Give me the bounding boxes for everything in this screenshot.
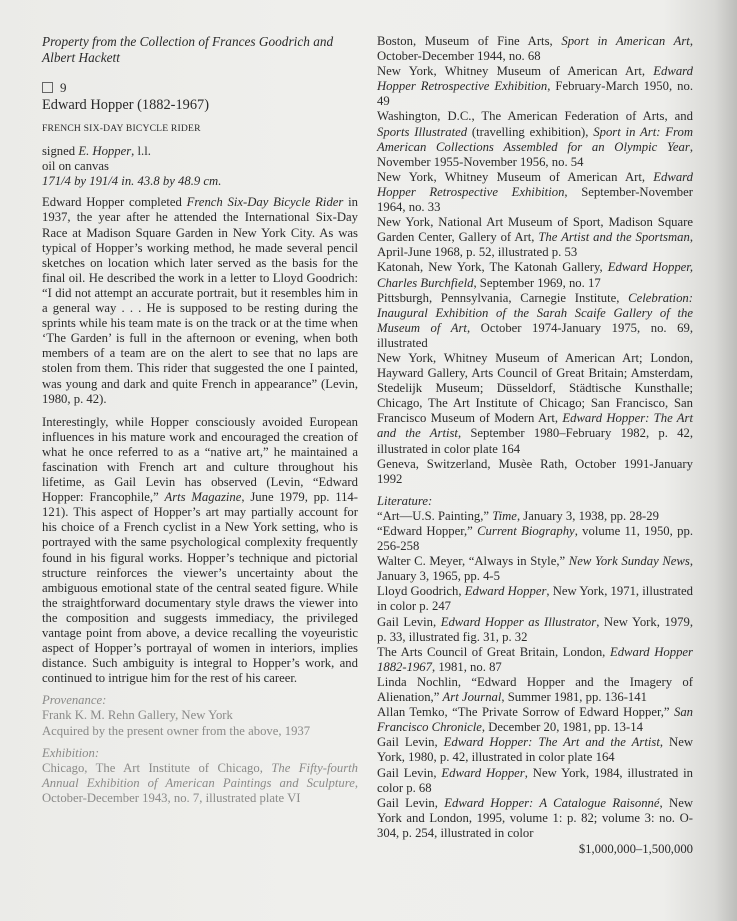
exhibition-item-text: New York, Whitney Museum of American Art; London, Hayward Gallery, Arts Council of Great Britain; Amsterdam, Stedelijk Museum; Düsseldorf, Städtische Kunsthalle; Chicago, The Art Institute of Chicago; San Francisco, San Francisco Museum of Modern Art, (377, 350, 693, 426)
exhibition-item-text: , September 1969, no. 17 (473, 275, 601, 290)
literature-item (377, 766, 693, 796)
literature-item-italic: Edward Hopper 1882-1967 (377, 644, 693, 674)
exhibition-item (377, 351, 693, 457)
exhibition-item-text: (travelling exhibition), (467, 124, 594, 139)
essay-text: in 1937, the year after he attended the International Six-Day Race at Madison Square Garden in New York City. As was typical of Hopper’s working method, he made several pencil sketches on location which later served as the basis for the final oil. He described the work in a letter to Lloyd Goodrich: “I did not attempt an accurate portrait, but it resembles him in a general way . . . He is supposed to be resting during the sprints while his team mate is on the track or at the time when ‘The Garden’ is full in the afternoon or evening, when both members of a team are on the alert to see that no laps are stolen from them. This rider that suggested the one I painted, was young and dark and quite French in appearance” (Levin, 1980, p. 42). (42, 195, 358, 406)
literature-item-text: , New York, 1979, p. 33, illustrated fig. 31, p. 32 (377, 614, 693, 644)
literature-item-text: , January 3, 1938, pp. 28-29 (516, 508, 659, 523)
essay-paragraph (42, 195, 358, 406)
essay (42, 195, 358, 686)
exhibition-item-text: , April-June 1968, p. 52, illustrated p. 53 (377, 230, 693, 260)
literature-item (377, 554, 693, 584)
exhibition-item (377, 457, 693, 487)
artist-name: Edward Hopper (1882-1967) (42, 97, 210, 113)
literature-item (377, 584, 693, 614)
exhibition-item-text: Pittsburgh, Pennsylvania, Carnegie Institute, (377, 290, 629, 305)
literature-item-italic: Edward Hopper: A Catalogue Raisonné (444, 795, 660, 810)
provenance-heading: Provenance: (42, 693, 107, 708)
literature-list (377, 509, 693, 841)
literature-item-text: “Art—U.S. Painting,” (377, 508, 493, 523)
literature-item-italic: Edward Hopper (441, 765, 525, 780)
provenance-item: Frank K. M. Rehn Gallery, New York (42, 708, 233, 723)
exhibition-item-italic: Edward Hopper Retrospective Exhibition (377, 64, 693, 94)
essay-text: , June 1979, pp. 114-121). This aspect of Hopper’s art may partially account for his choice of a French cyclist in a New York setting, who is portrayed with the same psychological complexity frequently found in his figural works. Hopper’s technique and pictorial structure reinforces the viewer’s uncertainty about the ambiguous emotional state of the central seated figure. While the straightforward documentary style draws the viewer into the composition and suggests immediacy, the privileged vantage point from above, a device recalling the voyeuristic aspect of Hopper’s portrayal of women in interiors, implies distance. Such ambiguity is integral to Hopper’s work, and continued to intrigue him for the rest of his career. (42, 490, 358, 686)
signature-pre: signed (42, 144, 79, 159)
literature-item-text: , New York, 1980, p. 42, illustrated in color plate 164 (377, 735, 693, 765)
literature-item-italic: Art Journal (442, 690, 502, 705)
literature-item-italic: Edward Hopper (464, 584, 547, 599)
literature-item-text: Allan Temko, “The Private Sorrow of Edward Hopper,” (377, 705, 674, 720)
literature-item-text: , 1981, no. 87 (431, 659, 502, 674)
literature-item (377, 705, 693, 735)
exhibition-item-italic: Edward Hopper Retrospective Exhibition (377, 169, 693, 199)
exhibition-item (42, 761, 358, 806)
literature-item-italic: Edward Hopper as Illustrator (440, 614, 597, 629)
literature-item-italic: Time (492, 508, 517, 523)
literature-item-text: , New York, 1971, illustrated in color p. 247 (377, 584, 694, 614)
literature-item-text: , New York, 1984, illustrated in color p. 68 (377, 765, 693, 795)
exhibition-item-text: Boston, Museum of Fine Arts, (377, 34, 562, 48)
exhibition-item-text: , October 1974-January 1975, no. 69, illustrated (377, 320, 694, 350)
literature-item-text: , Summer 1981, pp. 136-141 (501, 690, 647, 705)
literature-item (377, 509, 693, 524)
literature-item (377, 796, 693, 841)
literature-item (377, 675, 693, 705)
exhibition-item (377, 170, 693, 215)
lot-number: 9 (60, 80, 67, 95)
literature-item-text: , New York and London, 1995, volume 1: p. 82; volume 3: no. O-304, p. 254, illustrated in color (377, 795, 693, 840)
literature-item-text: Walter C. Meyer, “Always in Style,” (377, 554, 569, 569)
provenance-section (42, 693, 358, 738)
exhibition-item-text: , November 1955-November 1956, no. 54 (377, 139, 693, 169)
exhibition-item-text: , September-November 1964, no. 33 (377, 184, 693, 215)
essay-paragraph (42, 415, 358, 687)
literature-item-italic: Current Biography (477, 524, 575, 538)
estimate: $1,000,000–1,500,000 (578, 841, 693, 856)
literature-item-text: Gail Levin, (377, 795, 445, 810)
exhibition-item-text: Katonah, New York, The Katonah Gallery, (377, 260, 608, 275)
essay-text: Edward Hopper completed (42, 195, 187, 210)
medium-line: oil on canvas (42, 159, 109, 174)
exhibition-item-italic: Edward Hopper: The Art and the Artist (377, 411, 693, 441)
exhibition-item-italic: Celebration: Inaugural Exhibition of the Sarah Scaife Gallery of the Museum of Art (377, 290, 693, 335)
exhibition-item-italic: The Artist and the Sportsman (538, 230, 690, 245)
literature-item-text: , December 20, 1981, pp. 13-14 (481, 720, 643, 735)
exhibition-text: , October-December 1943, no. 7, illustrated plate VI (42, 775, 358, 805)
literature-item-italic: New York Sunday News (568, 554, 690, 569)
exhibition-item-italic: Sport in American Art (561, 34, 690, 48)
exhibition-item-text: New York, Whitney Museum of American Art, (377, 169, 654, 184)
literature-item-italic: Edward Hopper: The Art and the Artist (443, 735, 660, 750)
dimensions-line: 171/4 by 191/4 in. 43.8 by 48.9 cm. (42, 174, 222, 189)
literature-item-text: , volume 11, 1950, pp. 256-258 (377, 524, 693, 554)
exhibition-item-text: Geneva, Switzerland, Musèe Rath, October 1991-January 1992 (377, 456, 693, 486)
exhibition-item (377, 215, 693, 260)
signature-name: E. Hopper (78, 144, 132, 159)
literature-item-text: The Arts Council of Great Britain, London, (377, 644, 610, 659)
property-heading: Property from the Collection of Frances Goodrich and Albert Hackett (42, 34, 334, 65)
exhibition-italic: The Fifty-fourth Annual Exhibition of American Paintings and Sculpture (42, 760, 359, 790)
exhibition-text: Chicago, The Art Institute of Chicago, (42, 760, 272, 775)
exhibition-heading: Exhibition: (42, 745, 100, 760)
artwork-title: FRENCH SIX-DAY BICYCLE RIDER (42, 123, 201, 134)
exhibition-item-italic: Sports Illustrated (377, 124, 468, 139)
exhibition-list (377, 34, 693, 487)
essay-italic: French Six-Day Bicycle Rider (186, 195, 344, 210)
exhibition-item-text: , February-March 1950, no. 49 (377, 79, 693, 109)
exhibition-item-text: , October-December 1944, no. 68 (377, 34, 693, 64)
literature-item-text: “Edward Hopper,” (377, 524, 478, 538)
literature-item (377, 615, 693, 645)
literature-item-text: Linda Nochlin, “Edward Hopper and the Imagery of Alienation,” (377, 674, 693, 705)
exhibition-item (377, 109, 693, 169)
left-column (42, 34, 358, 806)
exhibition-item-italic: Sport in Art: From American Collections Assembled for an Olympic Year (377, 124, 693, 154)
artwork-details (42, 144, 358, 189)
exhibition-item (377, 260, 693, 290)
exhibition-item-italic: Edward Hopper, Charles Burchfield (377, 260, 693, 290)
exhibition-item-text: Washington, D.C., The American Federation of Arts, and (377, 109, 693, 124)
literature-item-italic: San Francisco Chronicle (377, 705, 693, 735)
literature-item (377, 735, 693, 765)
literature-item (377, 524, 693, 554)
signature-line (42, 144, 358, 159)
essay-italic: Arts Magazine (164, 490, 242, 505)
exhibition-item (377, 34, 693, 64)
lot-number-row (42, 80, 358, 95)
essay-text: Interestingly, while Hopper consciously avoided European influences in his mature work and encouraged the creation of what he once referred to as a “native art,” he maintained a fascination with French art and culture throughout his lifetime, as Gail Levin has observed (Levin, “Edward Hopper: Francophile,” (42, 414, 358, 505)
literature-item-text: Lloyd Goodrich, (377, 584, 465, 599)
literature-item-text: Gail Levin, (377, 614, 441, 629)
exhibition-item-text: New York, Whitney Museum of American Art, (377, 64, 654, 79)
right-column (377, 34, 693, 857)
exhibition-item-text: , September 1980–February 1982, p. 42, illustrated in color plate 164 (377, 426, 693, 456)
provenance-item: Acquired by the present owner from the above, 1937 (42, 723, 311, 738)
literature-item (377, 645, 693, 675)
empty-square-icon (42, 82, 53, 93)
literature-item-text: Gail Levin, (377, 765, 442, 780)
literature-item-text: , January 3, 1965, pp. 4-5 (377, 554, 693, 584)
exhibition-section-start (42, 746, 358, 806)
exhibition-item (377, 291, 693, 351)
literature-item-text: Gail Levin, (377, 735, 444, 750)
signature-post: , l.l. (131, 144, 151, 159)
literature-heading: Literature: (377, 493, 433, 508)
exhibition-item (377, 64, 693, 109)
exhibition-item-text: New York, National Art Museum of Sport, Madison Square Garden Center, Gallery of Art, (377, 215, 693, 245)
